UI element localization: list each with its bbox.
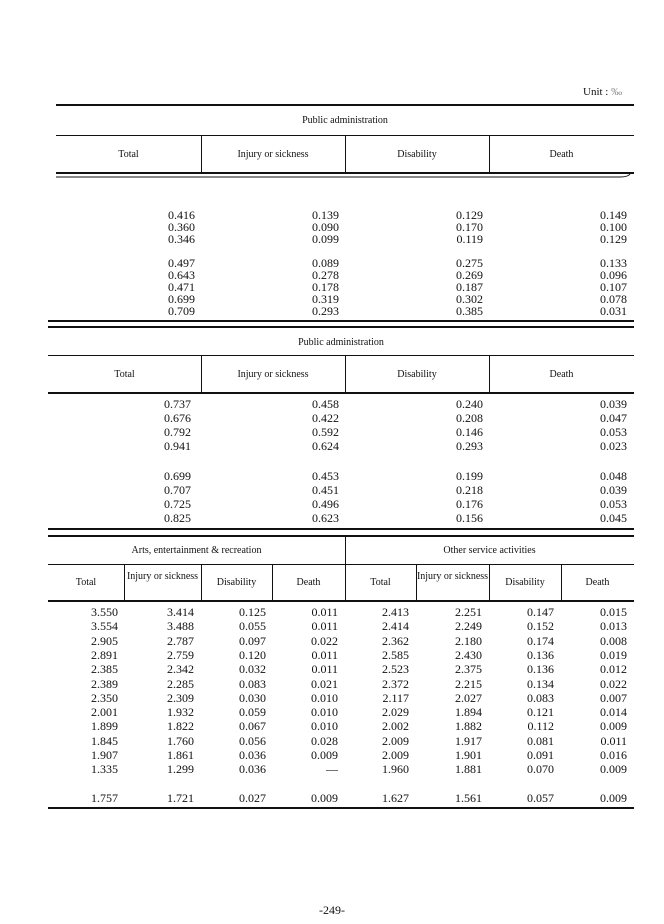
table-cell: 0.302 [456, 292, 483, 306]
table-cell: 2.891 [91, 647, 118, 662]
col-header-injury: Injury or sickness [237, 149, 309, 160]
table-cell: 2.585 [382, 647, 409, 662]
rule [48, 564, 634, 565]
table-cell: 0.096 [600, 268, 627, 282]
col-header-disability: Disability [397, 149, 437, 160]
table-cell: 0.458 [312, 397, 339, 411]
table-cell: 0.269 [456, 268, 483, 282]
table-cell: 0.016 [600, 748, 627, 762]
table-cell: 0.119 [456, 232, 483, 246]
table-cell: 0.218 [456, 483, 483, 497]
col-header-injury: Injury or sickness [126, 571, 199, 582]
table-cell: 0.009 [600, 719, 627, 734]
col-header-total-2: Total [370, 577, 391, 588]
table-cell: 0.275 [456, 256, 483, 270]
col-header-injury: Injury or sickness [237, 369, 309, 380]
table-cell: 3.554 [91, 619, 118, 634]
table-cell: 0.099 [312, 232, 339, 246]
table-cell: 0.056 [239, 733, 266, 748]
p2-col-total [48, 398, 191, 526]
table-cell: 2.342 [167, 662, 194, 677]
table-cell: 0.174 [527, 633, 554, 648]
table-cell: 0.039 [600, 483, 627, 497]
table-cell: 0.009 [600, 762, 627, 777]
table-cell: 0.136 [527, 647, 554, 662]
p1-col-disability [345, 209, 483, 317]
table-cell: 0.293 [456, 439, 483, 453]
rule [48, 355, 634, 356]
table-cell: 0.030 [239, 690, 266, 705]
table-cell: 0.032 [239, 662, 266, 677]
table-cell: 2.029 [382, 705, 409, 720]
table-cell: 2.009 [382, 748, 409, 762]
col-header-disability: Disability [216, 577, 257, 588]
table-cell: 0.129 [456, 208, 483, 222]
table-cell: 0.319 [312, 292, 339, 306]
table-cell: 0.053 [600, 497, 627, 511]
col-header-disability-2: Disability [505, 577, 545, 588]
table-cell: 2.413 [382, 605, 409, 619]
table-cell: 0.023 [600, 439, 627, 453]
table-cell: 0.036 [239, 748, 266, 762]
table-cell: 0.471 [168, 280, 195, 294]
table-cell: 0.941 [164, 439, 191, 453]
table-cell: 2.905 [91, 633, 118, 648]
table-cell: 0.045 [600, 511, 627, 525]
spacer [489, 454, 627, 470]
table-cell: 0.090 [312, 220, 339, 234]
table-cell: 0.146 [456, 425, 483, 439]
page-number: -249- [319, 903, 345, 917]
table-cell: 1.760 [167, 733, 194, 748]
table-cell: 2.215 [455, 676, 482, 691]
table-cell: 0.067 [239, 719, 266, 734]
table-cell: 0.011 [600, 733, 627, 748]
table-cell: 0.014 [600, 705, 627, 720]
table-cell: 0.136 [527, 662, 554, 677]
table-cell: 0.346 [168, 232, 195, 246]
table-cell: 2.372 [382, 676, 409, 691]
table-cell: 0.149 [600, 208, 627, 222]
rule [48, 320, 634, 322]
table-cell: 0.496 [312, 497, 339, 511]
table-cell: 0.048 [600, 469, 627, 483]
table-cell: 0.623 [312, 511, 339, 525]
table-cell: 0.010 [311, 705, 338, 720]
table-cell: 0.120 [239, 647, 266, 662]
table-cell: 0.011 [311, 647, 338, 662]
col-header-total: Total [114, 369, 135, 380]
table-cell: 1.881 [455, 762, 482, 777]
table-cell: 0.416 [168, 208, 195, 222]
table-cell: 0.097 [239, 633, 266, 648]
total-row-cell: 1.627 [382, 791, 409, 805]
table-cell: 0.031 [600, 304, 627, 318]
table-cell: 0.293 [312, 304, 339, 318]
table-cell: 0.022 [600, 676, 627, 691]
table-cell: 0.709 [168, 304, 195, 318]
table-cell: 2.285 [167, 676, 194, 691]
table-cell: 0.009 [311, 748, 338, 762]
table-cell: 2.385 [91, 662, 118, 677]
table-cell: 1.917 [455, 733, 482, 748]
table-cell: 0.121 [527, 705, 554, 720]
table-cell: 1.901 [455, 748, 482, 762]
table-cell: 0.170 [456, 220, 483, 234]
table-cell: 2.001 [91, 705, 118, 720]
p1-col-total [56, 209, 195, 317]
col-header-death: Death [296, 577, 321, 588]
total-row-cell: 0.009 [600, 791, 627, 805]
rule [48, 807, 634, 809]
table-cell: 0.015 [600, 605, 627, 619]
table-cell: 0.112 [527, 719, 554, 734]
table-cell: 0.007 [600, 690, 627, 705]
table-cell: 0.133 [600, 256, 627, 270]
col-header-injury-2: Injury or sickness [416, 571, 489, 582]
table-cell: 2.389 [91, 676, 118, 691]
table-cell: 0.070 [527, 762, 554, 777]
panel-1-title: Public administration [302, 115, 388, 126]
table-cell: 1.299 [167, 762, 194, 777]
table-cell: 2.414 [382, 619, 409, 634]
table-cell: 2.002 [382, 719, 409, 734]
rule [48, 392, 634, 394]
table-cell: 0.059 [239, 705, 266, 720]
table-cell: 2.251 [455, 605, 482, 619]
total-row-cell: 1.757 [91, 791, 118, 805]
table-cell: 0.385 [456, 304, 483, 318]
table-cell: 0.208 [456, 411, 483, 425]
table-cell: 0.699 [168, 292, 195, 306]
table-cell: 0.152 [527, 619, 554, 634]
total-row-cell: 1.561 [455, 791, 482, 805]
table-cell: 3.488 [167, 619, 194, 634]
table-cell: 0.453 [312, 469, 339, 483]
rule [48, 535, 634, 537]
table-cell: 0.091 [527, 748, 554, 762]
table-cell: 0.624 [312, 439, 339, 453]
table-cell: 1.861 [167, 748, 194, 762]
table-cell: 0.147 [527, 605, 554, 619]
unit-label: Unit : ‰ [583, 86, 623, 98]
table-cell: 0.825 [164, 511, 191, 525]
per-mille-symbol: ‰ [611, 86, 623, 98]
table-cell: 1.845 [91, 733, 118, 748]
table-cell: — [326, 762, 338, 777]
table-cell: 2.759 [167, 647, 194, 662]
table-cell: 2.350 [91, 690, 118, 705]
table-cell: 1.822 [167, 719, 194, 734]
table-cell: 0.011 [311, 662, 338, 677]
table-cell: 2.362 [382, 633, 409, 648]
header-bracket-curve [56, 172, 636, 182]
table-cell: 0.013 [600, 619, 627, 634]
table-cell: 0.011 [311, 605, 338, 619]
table-cell: 0.139 [312, 208, 339, 222]
table-cell: 0.010 [311, 719, 338, 734]
table-cell: 0.187 [456, 280, 483, 294]
table-cell: 0.089 [312, 256, 339, 270]
table-cell: 1.960 [382, 762, 409, 777]
p2-col-injury [201, 398, 339, 526]
table-cell: 0.083 [239, 676, 266, 691]
table-cell: 1.932 [167, 705, 194, 720]
table-cell: 0.199 [456, 469, 483, 483]
table-cell: 0.100 [600, 220, 627, 234]
table-cell: 3.414 [167, 605, 194, 619]
table-cell: 2.180 [455, 633, 482, 648]
table-cell: 0.176 [456, 497, 483, 511]
table-cell: 0.019 [600, 647, 627, 662]
col-header-disability: Disability [397, 369, 437, 380]
panel-2-title: Public administration [298, 337, 384, 348]
table-cell: 2.430 [455, 647, 482, 662]
table-cell: 0.081 [527, 733, 554, 748]
total-row-cell: 0.027 [239, 791, 266, 805]
table-cell: 0.125 [239, 605, 266, 619]
panel-3-left-title: Arts, entertainment & recreation [131, 545, 262, 556]
table-cell: 0.278 [312, 268, 339, 282]
table-cell: 0.129 [600, 232, 627, 246]
total-row-cell: 1.721 [167, 791, 194, 805]
table-cell: 1.907 [91, 748, 118, 762]
table-cell: 0.022 [311, 633, 338, 648]
table-cell: 0.055 [239, 619, 266, 634]
table-cell: 0.083 [527, 690, 554, 705]
table-cell: 0.451 [312, 483, 339, 497]
table-cell: 0.725 [164, 497, 191, 511]
table-cell: 2.117 [382, 690, 409, 705]
total-row-cell: 0.057 [527, 791, 554, 805]
table-cell: 0.053 [600, 425, 627, 439]
table-cell: 0.047 [600, 411, 627, 425]
p2-col-disability [345, 398, 483, 526]
table-cell: 2.249 [455, 619, 482, 634]
table-cell: 0.134 [527, 676, 554, 691]
col-header-death-2: Death [585, 577, 610, 588]
table-cell: 3.550 [91, 605, 118, 619]
table-cell: 1.882 [455, 719, 482, 734]
table-cell: 0.699 [164, 469, 191, 483]
rule [48, 326, 634, 328]
table-cell: 1.894 [455, 705, 482, 720]
col-header-death: Death [549, 369, 574, 380]
table-cell: 0.643 [168, 268, 195, 282]
table-cell: 0.792 [164, 425, 191, 439]
col-header-total: Total [75, 577, 97, 588]
table-cell: 0.676 [164, 411, 191, 425]
table-cell: 0.078 [600, 292, 627, 306]
table-cell: 2.009 [382, 733, 409, 748]
rule [56, 104, 634, 106]
table-cell: 0.737 [164, 397, 191, 411]
total-row-cell: 0.009 [311, 791, 338, 805]
p1-col-death [489, 209, 627, 317]
p2-col-death [489, 398, 627, 526]
table-cell: 2.523 [382, 662, 409, 677]
table-cell: 0.360 [168, 220, 195, 234]
table-cell: 1.899 [91, 719, 118, 734]
spacer [48, 454, 191, 470]
rule [48, 600, 634, 602]
rule [48, 528, 634, 530]
table-cell: 0.707 [164, 483, 191, 497]
table-cell: 0.010 [311, 690, 338, 705]
table-cell: 1.335 [91, 762, 118, 777]
table-cell: 0.036 [239, 762, 266, 777]
table-cell: 0.012 [600, 662, 627, 677]
panel-3-right-title: Other service activities [443, 545, 536, 556]
table-cell: 0.592 [312, 425, 339, 439]
table-cell: 0.011 [311, 619, 338, 634]
spacer [345, 454, 483, 470]
table-cell: 0.422 [312, 411, 339, 425]
col-header-total: Total [118, 149, 139, 160]
table-cell: 0.178 [312, 280, 339, 294]
table-cell: 0.156 [456, 511, 483, 525]
table-cell: 2.309 [167, 690, 194, 705]
table-cell: 0.240 [456, 397, 483, 411]
p1-col-injury [201, 209, 339, 317]
table-cell: 2.375 [455, 662, 482, 677]
spacer [201, 454, 339, 470]
table-cell: 0.008 [600, 633, 627, 648]
col-header-death: Death [549, 149, 574, 160]
table-cell: 2.787 [167, 633, 194, 648]
table-cell: 2.027 [455, 690, 482, 705]
table-cell: 0.021 [311, 676, 338, 691]
table-cell: 0.028 [311, 733, 338, 748]
table-cell: 0.497 [168, 256, 195, 270]
table-cell: 0.107 [600, 280, 627, 294]
table-cell: 0.039 [600, 397, 627, 411]
